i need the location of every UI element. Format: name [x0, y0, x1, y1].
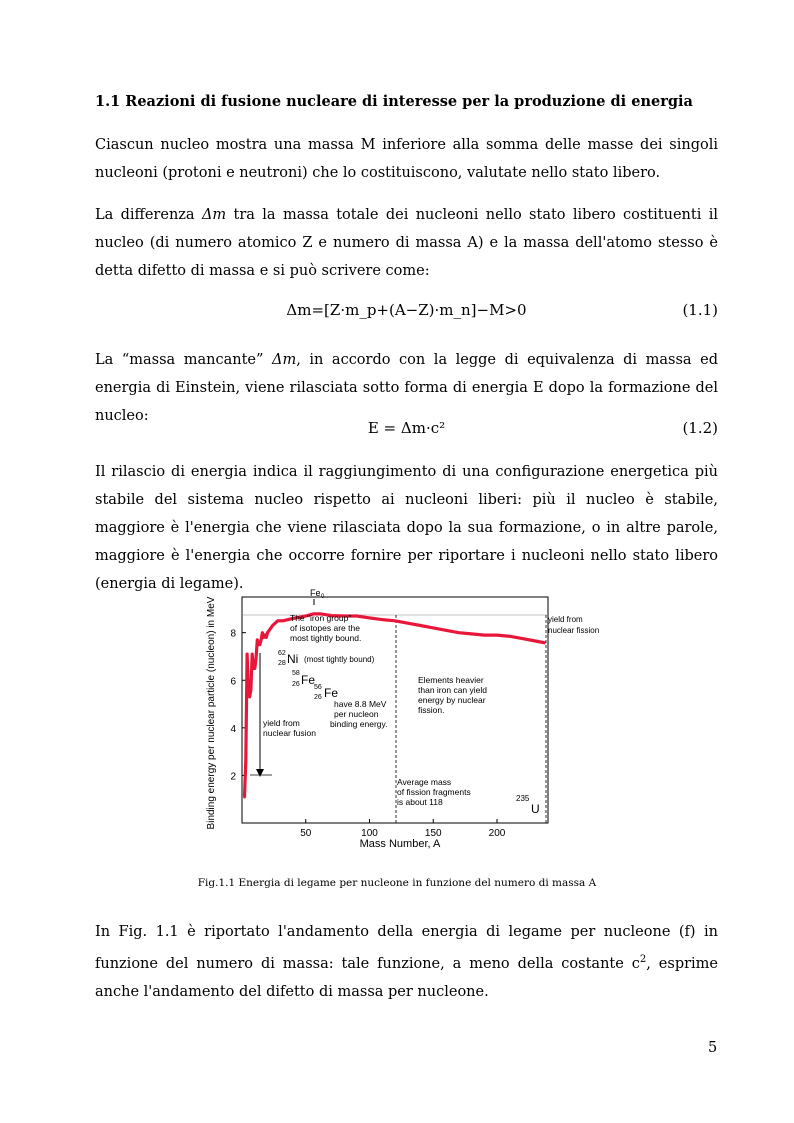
x-tick-label: 50 — [300, 828, 312, 839]
uranium-symbol: U — [531, 802, 540, 816]
iron-group-line-2: of isotopes are the — [290, 623, 360, 633]
binding-energy-curve — [243, 614, 545, 797]
y-tick-label: 4 — [230, 723, 236, 735]
fusion-arrowhead — [256, 769, 264, 777]
x-ticks — [300, 819, 506, 839]
average-mass-line-1: Average mass — [397, 777, 452, 787]
equation-1-1-text: Δm=[Z·m_p+(A−Z)·m_n]−M>0 — [286, 301, 527, 319]
fe58-mass-number: 58 — [292, 670, 300, 677]
section-heading: 1.1 Reazioni di fusione nucleare di interesse per la produzione di energia — [95, 93, 693, 110]
equation-1-1-number: (1.1) — [682, 301, 718, 319]
ni-mass-number: 62 — [278, 650, 286, 657]
y-tick-label: 8 — [230, 628, 236, 640]
fission-yield-line-2: nuclear fission — [548, 626, 600, 635]
paragraph-3-pre: La “massa mancante” — [95, 352, 272, 368]
equation-1-2-number: (1.2) — [682, 419, 718, 437]
fe56-note-line-3: binding energy. — [330, 719, 388, 729]
equation-1-2 — [95, 419, 718, 443]
fusion-yield-line-1: yield from — [263, 718, 300, 728]
iron-group-line-1: The "iron group" — [290, 613, 352, 623]
paragraph-3 — [95, 346, 718, 430]
y-tick-label: 2 — [230, 771, 236, 783]
paragraph-5-pre: In Fig. 1.1 è riportato l'andamento della energia di legame per nucleone (f) in funzione del numero di massa: tale funzione, a meno della costante c — [95, 924, 718, 972]
average-mass-line-2: of fission fragments — [397, 787, 471, 797]
heavier-line-3: energy by nuclear — [418, 695, 486, 705]
x-tick-label: 150 — [424, 828, 442, 839]
figure-caption: Fig.1.1 Energia di legame per nucleone in funzione del numero di massa A — [197, 877, 597, 889]
equation-1-2-body — [95, 419, 718, 437]
y-tick-label: 6 — [230, 676, 236, 688]
fe56-mass-number: 56 — [314, 684, 322, 691]
plot-frame — [242, 597, 548, 823]
x-tick-label: 200 — [488, 828, 506, 839]
paragraph-5-superscript: 2 — [639, 954, 647, 965]
paragraph-1: Ciascun nucleo mostra una massa M inferiore alla somma delle masse dei singoli nucleoni (protoni e neutroni) che lo costituiscono, valutate nello stato libero. — [95, 137, 718, 181]
paragraph-2-pre: La differenza — [95, 207, 202, 223]
paragraph-5 — [95, 918, 718, 1006]
paragraph-4: Il rilascio di energia indica il raggiungimento di una configurazione energetica più stabile del sistema nucleo rispetto ai nucleoni liberi: più il nucleo è stabile, maggiore è l'energia che viene rilasciata dopo la sua formazione, o in altre parole, maggiore è l'energia che occorre fornire per riportare i nucleoni nello stato libero (energia di legame). — [95, 464, 718, 592]
y-axis-label: Binding energy per nuclear particle (nucleon) in MeV — [206, 596, 217, 830]
average-mass-line-3: is about 118 — [397, 797, 443, 807]
ni-note: (most tightly bound) — [304, 655, 375, 664]
uranium-mass-number: 235 — [516, 794, 530, 803]
delta-m-symbol: Δm — [271, 352, 297, 368]
y-ticks — [230, 629, 246, 783]
heavier-line-1: Elements heavier — [418, 675, 484, 685]
page-number: 5 — [708, 1040, 718, 1056]
fe58-atomic-number: 26 — [292, 681, 300, 688]
ni-symbol: Ni — [287, 652, 299, 666]
fusion-yield-line-2: nuclear fusion — [263, 728, 316, 738]
fe58-symbol: Fe — [301, 673, 316, 687]
delta-m-symbol: Δm — [201, 207, 227, 223]
paragraph-2 — [95, 201, 718, 285]
fe56-note-line-1: have 8.8 MeV — [334, 699, 387, 709]
paragraph-3-post: , in accordo con la legge di equivalenza di massa ed energia di Einstein, viene rilasciata sotto forma di energia E dopo la formazione del nucleo: — [95, 352, 718, 424]
binding-energy-figure — [200, 585, 620, 855]
fe56-symbol: Fe — [324, 686, 339, 700]
fe-marker-label: Fe — [310, 588, 321, 598]
fe-marker-sub: 0 — [321, 594, 325, 600]
fe56-atomic-number: 26 — [314, 694, 322, 701]
x-axis-label: Mass Number, A — [359, 838, 441, 850]
fe56-note-line-2: per nucleon — [334, 709, 379, 719]
equation-1-1 — [95, 301, 718, 325]
equation-1-2-text: E = Δm·c² — [367, 419, 446, 437]
heavier-line-4: fission. — [418, 705, 445, 715]
paragraph-2-post: tra la massa totale dei nucleoni nello stato libero costituenti il nucleo (di numero atomico Z e numero di massa A) e la massa dell'atomo stesso è detta difetto di massa e si può scrivere come: — [95, 207, 718, 279]
equation-1-1-body — [95, 301, 718, 319]
x-tick-label: 100 — [361, 828, 378, 839]
fission-yield-line-1: yield from — [548, 615, 583, 624]
ni-atomic-number: 28 — [278, 660, 286, 667]
paragraph-5-post: , esprime anche l'andamento del difetto di massa per nucleone. — [95, 955, 718, 1000]
iron-group-line-3: most tightly bound. — [290, 633, 362, 643]
heavier-line-2: than iron can yield — [418, 685, 487, 695]
binding-energy-chart — [200, 585, 620, 855]
